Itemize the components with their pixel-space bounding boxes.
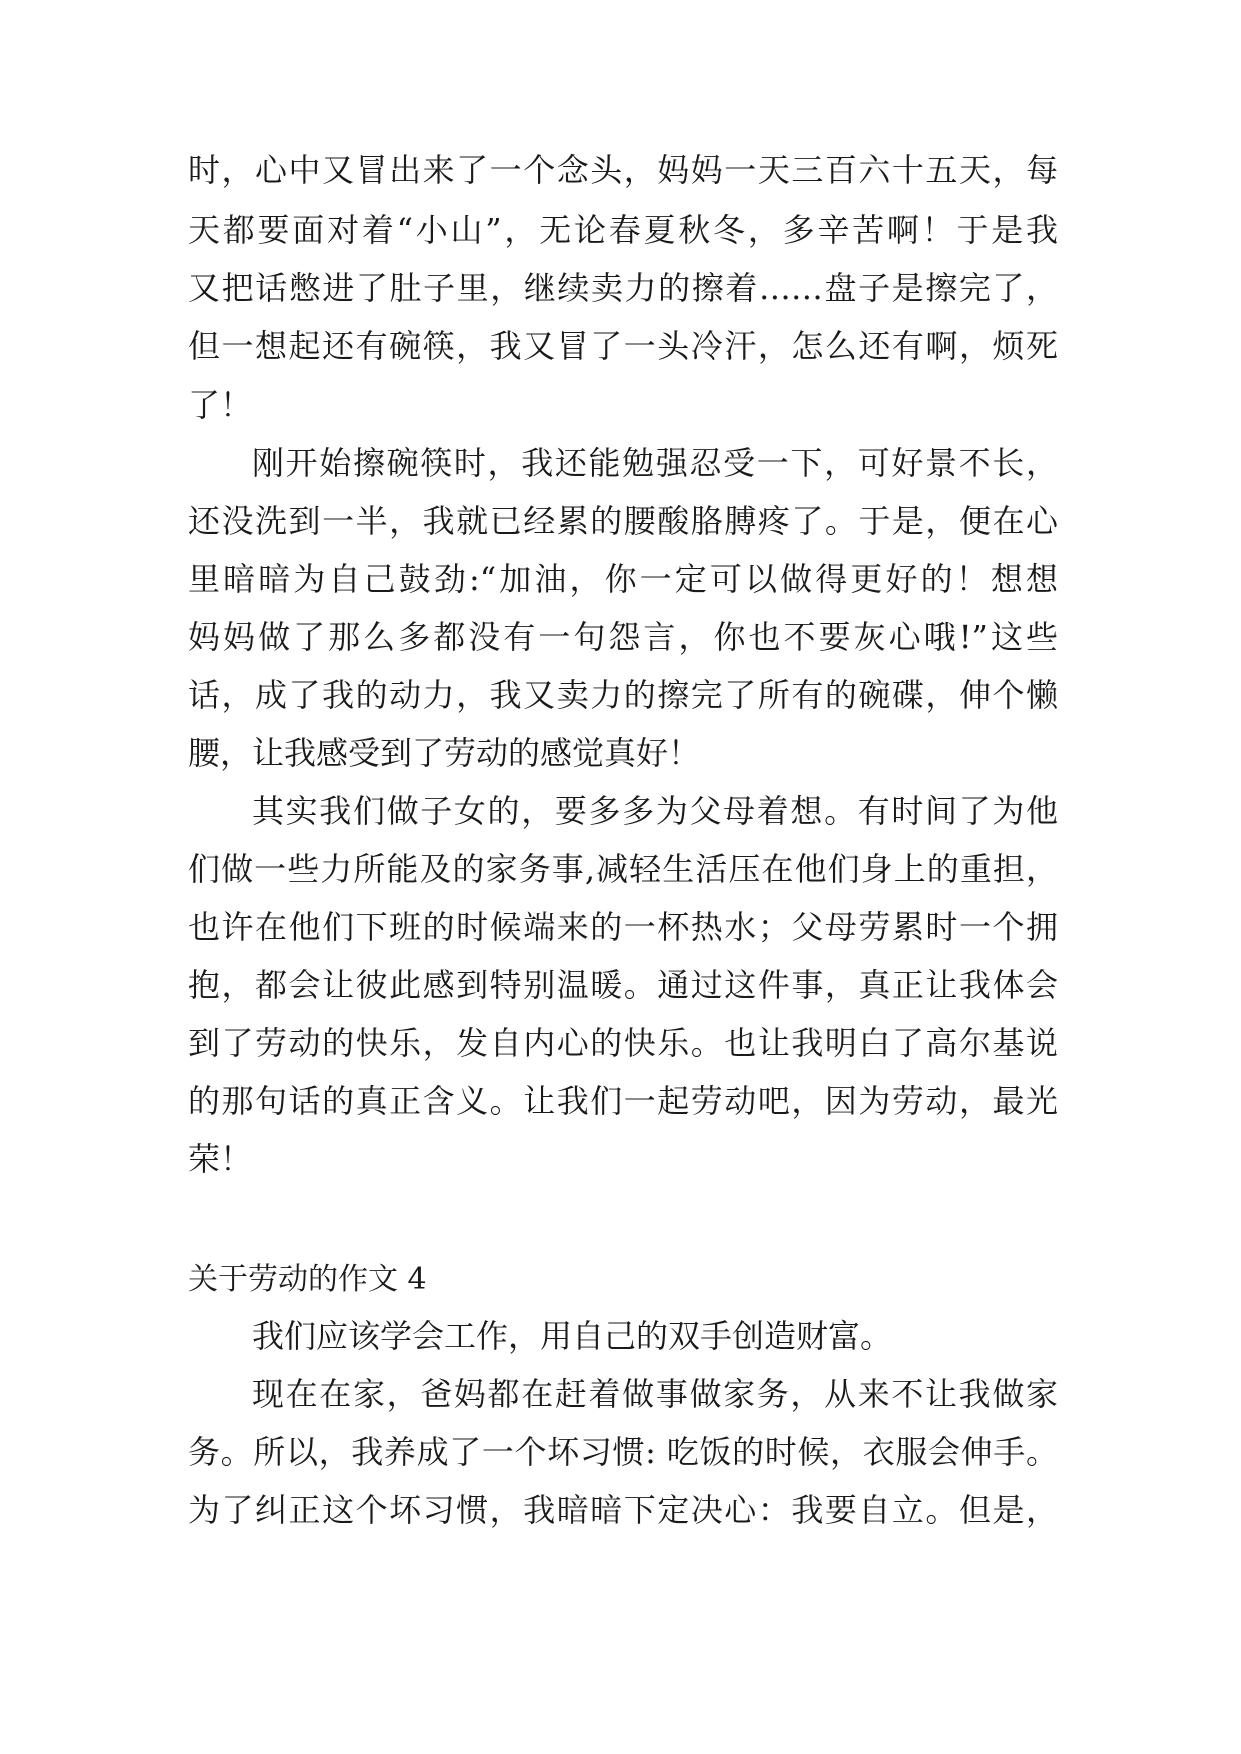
paragraph-3-line-5: 到了劳动的快乐，发自内心的快乐。也让我明白了高尔基说	[188, 1024, 1058, 1062]
paragraph-3-line-3: 也许在他们下班的时候端来的一杯热水；父母劳累时一个拥	[188, 908, 1058, 946]
paragraph-4-line-1: 我们应该学会工作，用自己的双手创造财富。	[252, 1317, 893, 1355]
paragraph-2-line-1: 刚开始擦碗筷时，我还能勉强忍受一下，可好景不长，	[252, 444, 1058, 482]
paragraph-2-line-3: 里暗暗为自己鼓劲:“加油，你一定可以做得更好的！想想	[188, 560, 1058, 598]
paragraph-2-line-5: 话，成了我的动力，我又卖力的擦完了所有的碗碟，伸个懒	[188, 676, 1058, 714]
paragraph-1-line-5: 了！	[188, 386, 253, 424]
paragraph-1-line-1: 时，心中又冒出来了一个念头，妈妈一天三百六十五天，每	[188, 151, 1058, 189]
paragraph-3-line-2: 们做一些力所能及的家务事,减轻生活压在他们身上的重担，	[188, 850, 1058, 888]
paragraph-3-line-1: 其实我们做子女的，要多多为父母着想。有时间了为他	[252, 792, 1058, 830]
section-heading: 关于劳动的作文 4	[188, 1262, 427, 1297]
paragraph-1-line-4: 但一想起还有碗筷，我又冒了一头冷汗，怎么还有啊，烦死	[188, 327, 1058, 365]
paragraph-3-line-6: 的那句话的真正含义。让我们一起劳动吧，因为劳动，最光	[188, 1082, 1058, 1120]
paragraph-3-line-7: 荣！	[188, 1140, 253, 1178]
paragraph-5-line-1: 现在在家，爸妈都在赶着做事做家务，从来不让我做家	[252, 1375, 1058, 1413]
paragraph-5-line-2: 务。所以，我养成了一个坏习惯: 吃饭的时候，衣服会伸手。	[188, 1433, 1058, 1471]
paragraph-2-line-2: 还没洗到一半，我就已经累的腰酸胳膊疼了。于是，便在心	[188, 502, 1058, 540]
paragraph-5-line-3: 为了纠正这个坏习惯，我暗暗下定决心：我要自立。但是，	[188, 1491, 1058, 1529]
paragraph-1-line-3: 又把话憋进了肚子里，继续卖力的擦着……盘子是擦完了，	[188, 269, 1058, 307]
paragraph-3-line-4: 抱，都会让彼此感到特别温暖。通过这件事，真正让我体会	[188, 966, 1058, 1004]
paragraph-2-line-4: 妈妈做了那么多都没有一句怨言，你也不要灰心哦!”这些	[188, 618, 1058, 656]
paragraph-1-line-2: 天都要面对着“小山”，无论春夏秋冬，多辛苦啊！于是我	[188, 211, 1058, 249]
paragraph-2-line-6: 腰，让我感受到了劳动的感觉真好！	[188, 734, 701, 772]
